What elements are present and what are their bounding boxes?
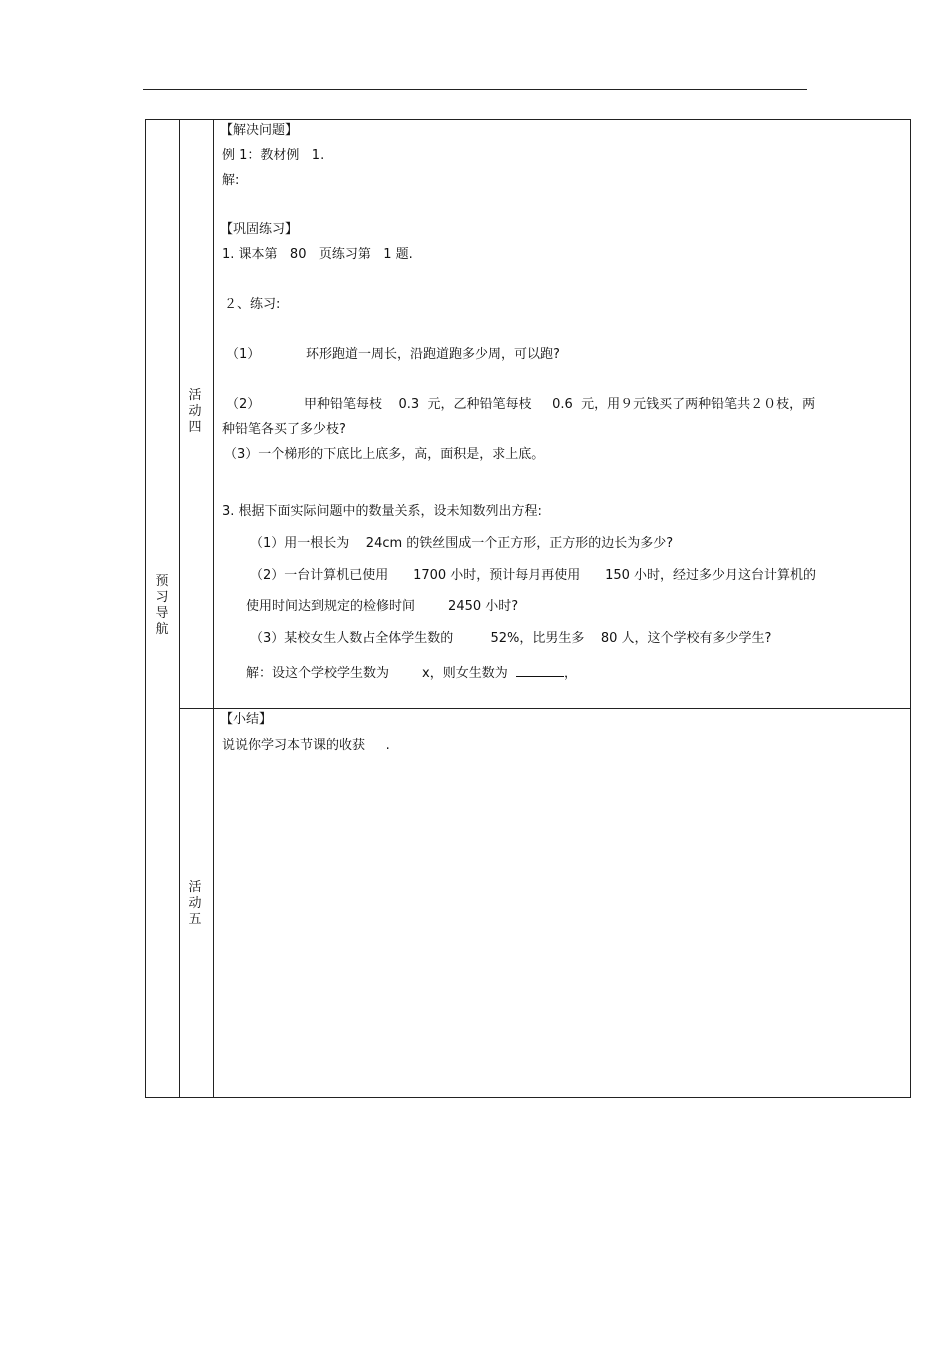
section-label-preview-guide: 预习导航 (155, 574, 169, 637)
answer-suffix: ， (564, 666, 578, 681)
question-3-2: （2）一台计算机已使用 1700 小时，预计每月再使用 150 小时，经过多少月这台计算机的 (250, 568, 817, 583)
question-2-1-text: 环形跑道一周长，沿跑道跑多少周，可以跑? (306, 347, 560, 362)
answer-line (246, 664, 577, 682)
summary-heading: 【小结】 (220, 712, 273, 727)
solution-line: 解: (222, 173, 240, 188)
question-2-1-number: （1） (226, 347, 261, 362)
practice-item-2-title: ２、练习: (224, 297, 281, 312)
question-3-3: （3）某校女生人数占全体学生数的 52%，比男生多 80 人，这个学校有多少学生? (250, 631, 772, 646)
question-2-2-text: 甲种铅笔每枝 0.3 元，乙种铅笔每枝 0.6 元，用９元钱买了两种铅笔共２０枝，两 (304, 397, 816, 412)
question-2-3: （3）一个梯形的下底比上底多，高，面积是，求上底。 (224, 447, 545, 462)
column-divider-1 (179, 120, 180, 1097)
row-divider (179, 708, 910, 709)
answer-prefix: 解：设这个学校学生数为 x，则女生数为 (246, 666, 517, 681)
solve-heading: 【解决问题】 (220, 123, 299, 138)
question-3-1: （1）用一根长为 24cm 的铁丝围成一个正方形，正方形的边长为多少? (250, 536, 674, 551)
header-rule (143, 89, 807, 90)
answer-blank (516, 664, 564, 677)
lesson-table (145, 119, 911, 1098)
question-2-2-continued: 种铅笔各买了多少枝? (222, 422, 346, 437)
practice-heading: 【巩固练习】 (220, 222, 299, 237)
question-3-2-continued: 使用时间达到规定的检修时间 2450 小时? (246, 599, 519, 614)
activity-label-5: 活动五 (188, 880, 202, 927)
practice-item-3-title: 3. 根据下面实际问题中的数量关系，设未知数列出方程: (222, 504, 542, 519)
summary-text: 说说你学习本节课的收获 . (222, 738, 390, 753)
question-2-2-number: （2） (226, 397, 261, 412)
practice-item-1: 1. 课本第 80 页练习第 1 题. (222, 247, 413, 262)
activity-label-4: 活动四 (188, 388, 202, 435)
column-divider-2 (213, 120, 214, 1097)
example-line: 例 1：教材例 1. (222, 148, 325, 163)
